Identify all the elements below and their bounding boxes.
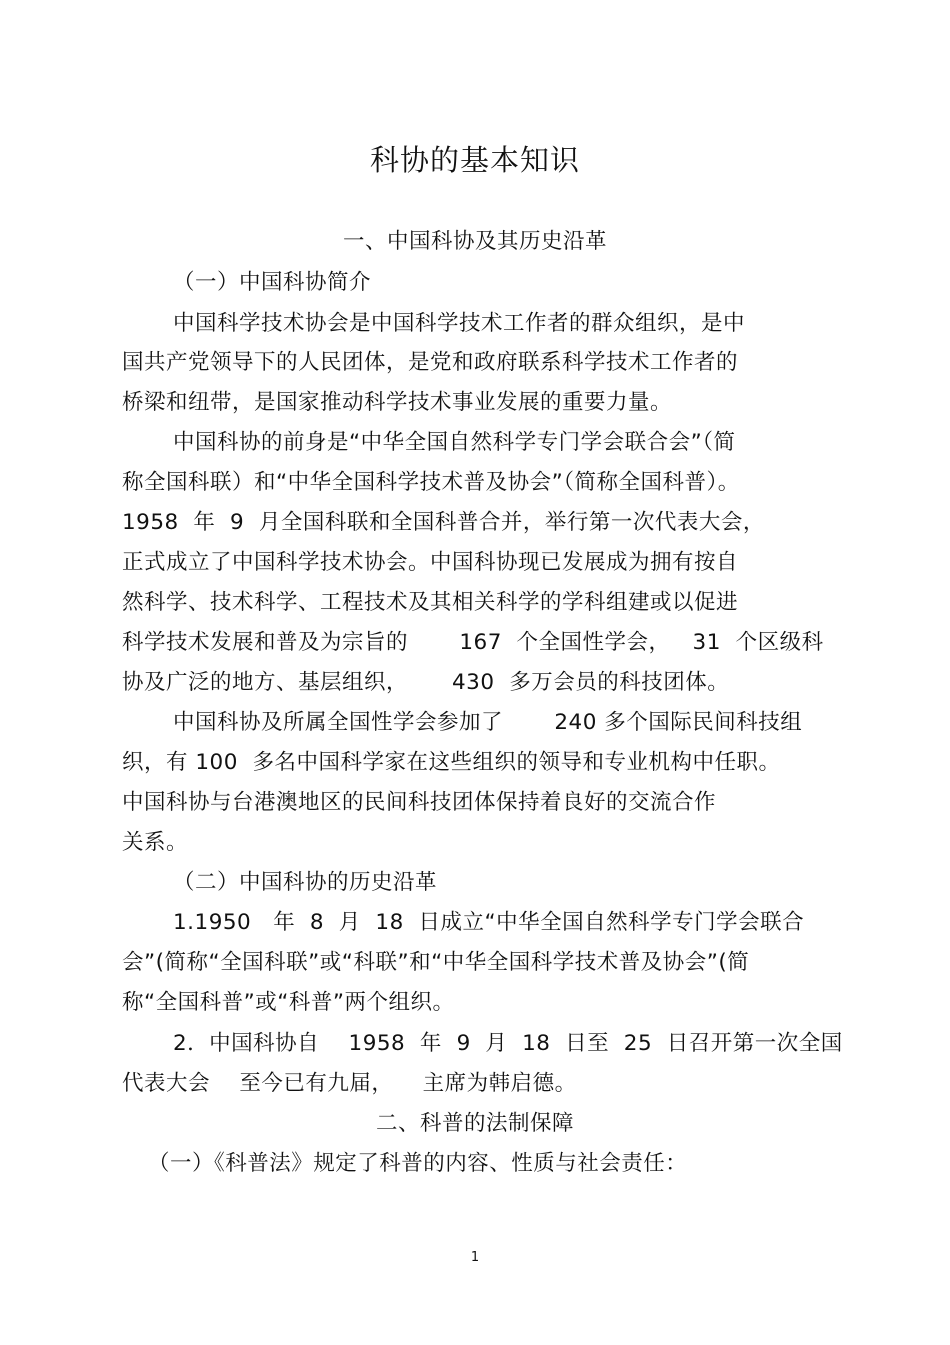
paragraph-line: 中国科协的前身是“中华全国自然科学专门学会联合会”（简 <box>173 430 736 455</box>
paragraph-line: 中国科学技术协会是中国科学技术工作者的群众组织，是中 <box>173 311 746 336</box>
paragraph-line: 然科学、技术科学、工程技术及其相关科学的学科组建或以促进 <box>122 590 739 615</box>
document-title: 科协的基本知识 <box>369 143 580 177</box>
paragraph-line: 1.1950 年 8 月 18 日成立“中华全国自然科学专门学会联合 <box>173 910 805 935</box>
subsection-heading-2: （二）中国科协的历史沿革 <box>173 870 438 895</box>
page-number: 1 <box>470 1250 480 1265</box>
paragraph-line: 中国科协与台港澳地区的民间科技团体保持着良好的交流合作 <box>122 790 717 815</box>
subsection-heading-1: （一）中国科协简介 <box>173 270 372 295</box>
paragraph-line: 桥梁和纽带，是国家推动科学技术事业发展的重要力量。 <box>122 390 673 415</box>
paragraph-line: 称“全国科普”或“科普”两个组织。 <box>122 990 455 1015</box>
paragraph-line: 科学技术发展和普及为宗旨的 167 个全国性学会， 31 个区级科 <box>122 630 824 655</box>
paragraph-line: 正式成立了中国科学技术协会。中国科协现已发展成为拥有按自 <box>122 550 739 575</box>
paragraph-line: 称全国科联）和“中华全国科学技术普及协会”（简称全国科普）。 <box>122 470 740 495</box>
subsection-heading-3: （一）《科普法》规定了科普的内容、性质与社会责任： <box>148 1151 688 1176</box>
paragraph-line: 会”(简称“全国科联”或“科联”和“中华全国科学技术普及协会”(简 <box>122 950 750 975</box>
section-heading-2: 二、科普的法制保障 <box>375 1111 574 1136</box>
paragraph-line: 关系。 <box>122 830 189 855</box>
section-heading-1: 一、中国科协及其历史沿革 <box>342 229 607 254</box>
paragraph-line: 协及广泛的地方、基层组织， 430 多万会员的科技团体。 <box>122 670 730 695</box>
paragraph-line: 国共产党领导下的人民团体，是党和政府联系科学技术工作者的 <box>122 350 739 375</box>
paragraph-line: 代表大会 至今已有九届， 主席为韩启德。 <box>122 1071 577 1096</box>
paragraph-line: 织，有 100 多名中国科学家在这些组织的领导和专业机构中任职。 <box>122 750 781 775</box>
paragraph-line: 1958 年 9 月全国科联和全国科普合并，举行第一次代表大会， <box>122 510 765 535</box>
paragraph-line: 2．中国科协自 1958 年 9 月 18 日至 25 日召开第一次全国 <box>173 1031 843 1056</box>
paragraph-line: 中国科协及所属全国性学会参加了 240 多个国际民间科技组 <box>173 710 803 735</box>
